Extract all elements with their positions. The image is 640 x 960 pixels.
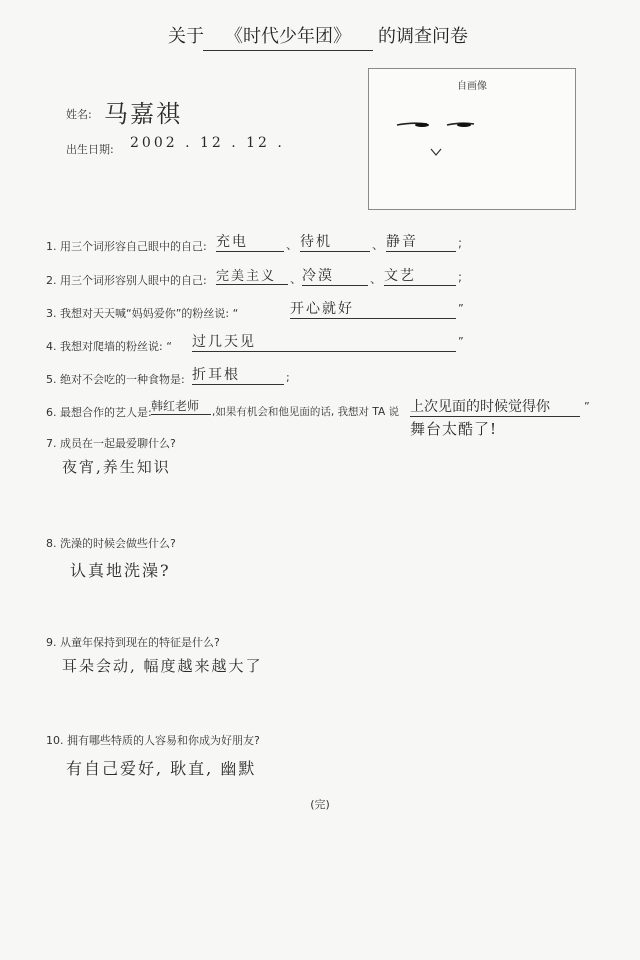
question-6: 6. 最想合作的艺人是: [46,406,152,419]
portrait-drawing [369,69,575,209]
q6-answer: 上次见面的时候觉得你 [410,396,580,417]
end-marker: (完) [310,798,330,811]
q2-answer-1: 完美主义 [216,265,288,285]
title-suffix: 的调查问卷 [378,26,468,47]
title-prefix: 关于 [168,26,204,47]
q7-answer: 夜宵,养生知识 [62,458,171,476]
name-label: 姓名: [66,108,92,121]
question-7: 7. 成员在一起最爱聊什么? [46,437,176,450]
right-eye [457,123,471,127]
birth-value: 2002 . 12 . 12 . [130,135,285,151]
q3-answer: 开心就好 [290,298,456,319]
portrait-caption: 自画像 [457,81,487,92]
question-10: 10. 拥有哪些特质的人容易和你成为好朋友? [46,734,260,747]
q9-answer: 耳朵会动, 幅度越来越大了 [62,657,263,675]
mouth [431,149,441,155]
question-9: 9. 从童年保持到现在的特征是什么? [46,636,220,649]
q5-answer: 折耳根 [192,364,284,385]
q1-answer-3: 静音 [386,231,456,252]
q6-answer-continued: 舞台太酷了! [410,420,498,438]
q2-answer-2: 冷漠 [302,265,368,286]
self-portrait-box [368,68,576,210]
question-8: 8. 洗澡的时候会做些什么? [46,537,176,550]
q1-answer-1: 充电 [216,231,284,252]
question-2: 2. 用三个词形容别人眼中的自己: [46,274,207,287]
name-value: 马嘉祺 [104,100,182,128]
q4-answer: 过几天见 [192,331,456,352]
q6-artist-answer: 韩红老师 [151,397,211,415]
q10-answer: 有自己爱好, 耿直, 幽默 [66,759,257,778]
title-subject: 《时代少年团》 [203,22,373,51]
question-5: 5. 绝对不会吃的一种食物是: [46,373,185,386]
question-3: 3. 我想对天天喊“妈妈爱你”的粉丝说: “ [46,307,239,320]
question-1: 1. 用三个词形容自己眼中的自己: [46,240,207,253]
q1-answer-2: 待机 [300,231,370,252]
left-eye [415,123,429,127]
birth-label: 出生日期: [66,143,114,156]
questionnaire-title [0,16,640,50]
q8-answer: 认真地洗澡? [70,561,171,580]
q2-answer-3: 文艺 [384,265,456,286]
question-4: 4. 我想对爬墙的粉丝说: “ [46,340,172,353]
